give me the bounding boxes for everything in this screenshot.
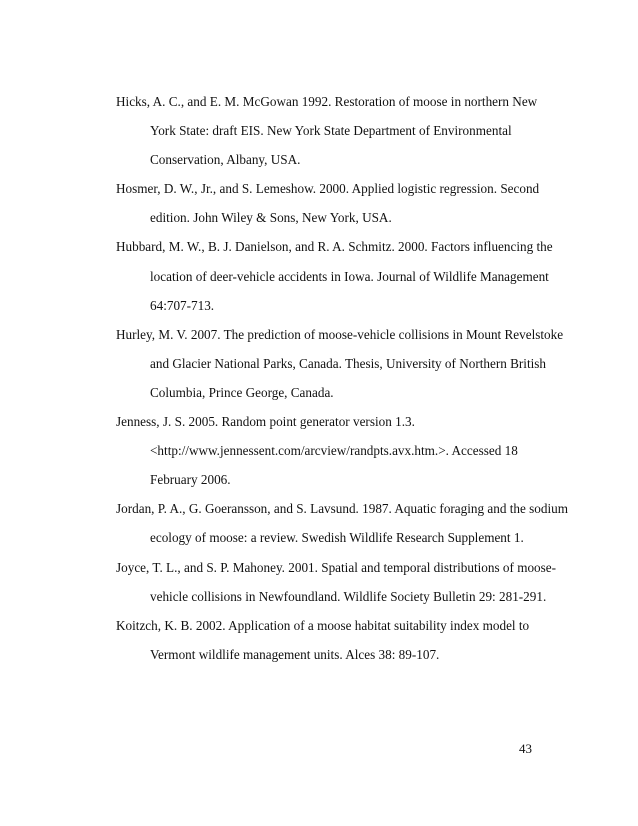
reference-first-line: Jenness, J. S. 2005. Random point generator version 1.3. xyxy=(116,414,415,430)
reference-first-line: Jordan, P. A., G. Goeransson, and S. Lavsund. 1987. Aquatic foraging and the sodium xyxy=(116,501,568,517)
reference-first-line: Joyce, T. L., and S. P. Mahoney. 2001. Spatial and temporal distributions of moose- xyxy=(116,559,557,575)
reference-continuation-line: ecology of moose: a review. Swedish Wildlife Research Supplement 1. xyxy=(150,530,524,546)
reference-entry xyxy=(116,616,556,674)
reference-first-line: Hosmer, D. W., Jr., and S. Lemeshow. 2000. Applied logistic regression. Second xyxy=(116,181,540,197)
reference-entry xyxy=(116,237,556,324)
reference-first-line: Koitzch, K. B. 2002. Application of a moose habitat suitability index model to xyxy=(116,617,530,633)
reference-entry xyxy=(116,412,556,499)
reference-continuation-line: Conservation, Albany, USA. xyxy=(150,152,301,168)
reference-continuation-line: and Glacier National Parks, Canada. Thesis, University of Northern British xyxy=(150,355,547,371)
reference-continuation-line: edition. John Wiley & Sons, New York, USA. xyxy=(150,210,392,226)
reference-continuation-line: Vermont wildlife management units. Alces 38: 89-107. xyxy=(150,646,440,662)
references-list xyxy=(116,92,568,674)
reference-continuation-line: 64:707-713. xyxy=(150,297,215,313)
reference-entry xyxy=(116,179,556,237)
reference-entry xyxy=(116,499,568,557)
reference-entry xyxy=(116,92,556,179)
reference-continuation-line: location of deer-vehicle accidents in Iowa. Journal of Wildlife Management xyxy=(150,268,549,284)
reference-first-line: Hicks, A. C., and E. M. McGowan 1992. Restoration of moose in northern New xyxy=(116,94,538,109)
reference-continuation-line: <http://www.jennessent.com/arcview/randpts.avx.htm.>. Accessed 18 xyxy=(150,443,518,459)
reference-first-line: Hubbard, M. W., B. J. Danielson, and R. A. Schmitz. 2000. Factors influencing the xyxy=(116,239,553,255)
page-number: 43 xyxy=(519,741,532,756)
reference-continuation-line: vehicle collisions in Newfoundland. Wildlife Society Bulletin 29: 281-291. xyxy=(150,588,547,604)
reference-continuation-line: Columbia, Prince George, Canada. xyxy=(150,384,334,400)
reference-entry xyxy=(116,325,564,412)
reference-entry xyxy=(116,558,556,616)
reference-continuation-line: February 2006. xyxy=(150,472,231,488)
reference-continuation-line: York State: draft EIS. New York State Department of Environmental xyxy=(150,123,512,139)
reference-first-line: Hurley, M. V. 2007. The prediction of moose-vehicle collisions in Mount Revelstoke xyxy=(116,326,564,342)
